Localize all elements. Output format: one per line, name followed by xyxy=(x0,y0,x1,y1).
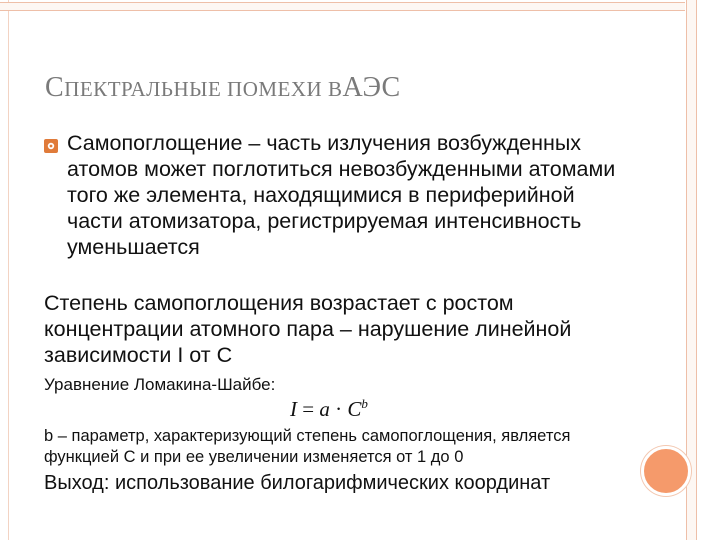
formula-lhs: I xyxy=(290,397,297,421)
formula-c: C xyxy=(347,397,362,421)
formula-a: a xyxy=(319,397,330,421)
bullet-icon xyxy=(44,139,58,153)
frame-line-left xyxy=(8,0,9,540)
formula-dot: · xyxy=(329,397,348,421)
conclusion: Выход: использование билогарифмических координат xyxy=(44,472,551,494)
title-initial: С xyxy=(45,72,65,103)
paragraph-self-absorption: Степень самопоглощения возрастает с ростом концентрации атомного пара – нарушение линейной зависимости I от C xyxy=(44,291,572,367)
slide-title xyxy=(45,72,401,104)
decorative-circle xyxy=(641,446,691,496)
parameter-description: b – параметр, характеризующий степень самопоглощения, является функцией C и при ее увеличении изменяется от 1 до 0 xyxy=(44,427,571,466)
title-abbrev: АЭС xyxy=(342,72,401,103)
title-smallcaps: ПЕКТРАЛЬНЫЕ ПОМЕХИ В xyxy=(64,77,343,101)
formula-exp: b xyxy=(361,396,368,411)
frame-band-top xyxy=(0,2,685,11)
equation-label: Уравнение Ломакина-Шайбе: xyxy=(44,375,276,394)
bullet-paragraph: Самопоглощение – часть излучения возбужденных атомов может поглотиться невозбужденными атомами того же элемента, находящимися в периферийной части атомизатора, регистрируемая интенсивность уменьшается xyxy=(67,131,616,259)
formula xyxy=(290,396,368,422)
formula-eq: = xyxy=(297,397,320,421)
